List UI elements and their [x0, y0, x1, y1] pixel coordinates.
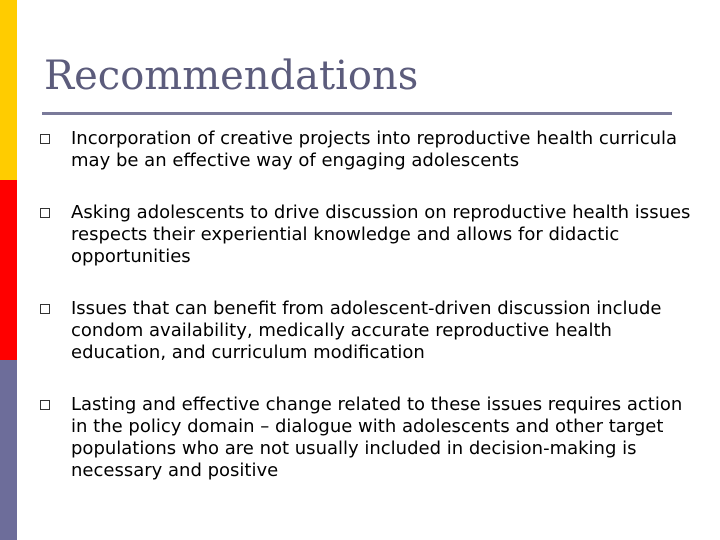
side-accent-bar-red: [0, 180, 17, 360]
bullet-item: [40, 394, 700, 482]
title-underline: [42, 112, 672, 115]
bullet-text: Incorporation of creative projects into reproductive health curricula may be an effective way of engaging adolescents: [71, 128, 678, 171]
slide-title: Recommendations: [44, 53, 419, 99]
square-bullet-icon: [40, 304, 50, 314]
square-bullet-icon: [40, 208, 50, 218]
square-bullet-icon: [40, 134, 50, 144]
bullet-text: Issues that can benefit from adolescent-driven discussion include condom availability, medically accurate reproductive health education, and curriculum modification: [71, 298, 662, 363]
square-bullet-icon: [40, 400, 50, 410]
bullet-item: [40, 298, 700, 364]
bullet-item: [40, 202, 700, 268]
side-accent-bar-yellow: [0, 0, 17, 180]
side-accent-bar-slate: [0, 360, 17, 540]
bullet-text: Lasting and effective change related to these issues requires action in the policy domain – dialogue with adolescents and other target populations who are not usually included in decision-making is necessary and positive: [71, 394, 683, 481]
bullet-text: Asking adolescents to drive discussion on reproductive health issues respects their experiential knowledge and allows for didactic opportunities: [71, 202, 691, 267]
bullet-item: [40, 128, 700, 172]
bullet-list: [40, 128, 700, 482]
